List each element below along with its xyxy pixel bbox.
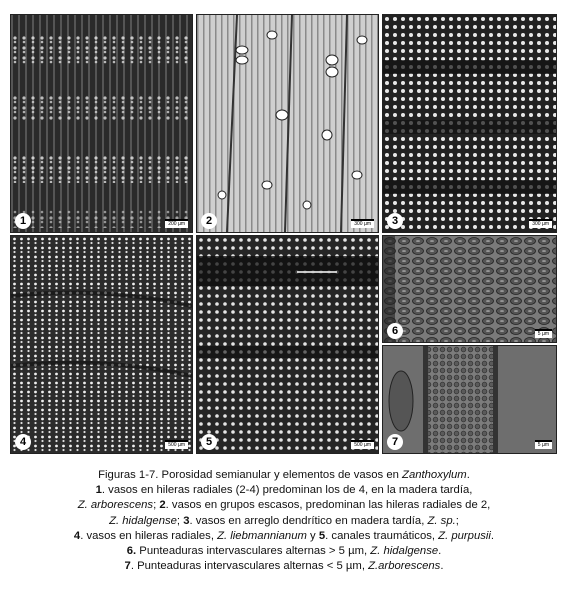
micrograph-panel-6 [382, 235, 557, 343]
scale-bar-4: 500 µm [165, 440, 188, 449]
caption-line-4: Z. hidalgense; 3. vasos en arreglo dendrítico en madera tardía, Z. sp.; [109, 514, 459, 527]
micrograph-panel-4 [10, 235, 193, 454]
caption-line-5: 4. vasos en hileras radiales, Z. liebmannianum y 5. canales traumáticos, Z. purpusii. [73, 529, 495, 542]
micrograph-image-5 [197, 236, 378, 453]
micrograph-panel-2 [196, 14, 379, 233]
micrograph-panel-1 [10, 14, 193, 233]
scale-bar-2: 300 µm [351, 219, 374, 228]
caption-line-2: 1. vasos en hileras radiales (2-4) predominan los de 4, en la madera tardía, [95, 484, 473, 497]
micrograph-panel-3 [382, 14, 557, 233]
scale-bar-6: 5 µm [535, 329, 552, 338]
micrograph-image-4 [11, 236, 192, 453]
micrograph-image-6 [383, 236, 556, 342]
caption-line-6: 6. Punteaduras intervasculares alternas > 5 µm, Z. hidalgense. [126, 545, 442, 558]
panel-number-2: 2 [201, 213, 217, 229]
panel-number-7: 7 [387, 434, 403, 450]
scale-bar-5: 500 µm [351, 440, 374, 449]
panel-number-1: 1 [15, 213, 31, 229]
micrograph-image-7 [383, 346, 556, 453]
figure-caption [0, 468, 568, 574]
panel-number-4: 4 [15, 434, 31, 450]
micrograph-image-1 [11, 15, 192, 232]
micrograph-panel-7 [382, 345, 557, 454]
micrograph-image-3 [383, 15, 556, 232]
micrograph-panel-5 [196, 235, 379, 454]
micrograph-image-2 [197, 15, 378, 232]
panel-number-5: 5 [201, 434, 217, 450]
caption-line-1: Figuras 1-7. Porosidad semianular y elementos de vasos en Zanthoxylum. [98, 469, 470, 481]
scale-bar-7: 5 µm [535, 440, 552, 449]
scale-bar-1: 200 µm [165, 219, 188, 228]
scale-bar-3: 300 µm [529, 219, 552, 228]
panel-number-3: 3 [387, 213, 403, 229]
caption-line-3: Z. arborescens; 2. vasos en grupos escasos, predominan las hileras radiales de 2, [77, 499, 491, 512]
panel-number-6: 6 [387, 323, 403, 339]
caption-line-7: 7. Punteaduras intervasculares alternas < 5 µm, Z.arborescens. [124, 560, 444, 573]
